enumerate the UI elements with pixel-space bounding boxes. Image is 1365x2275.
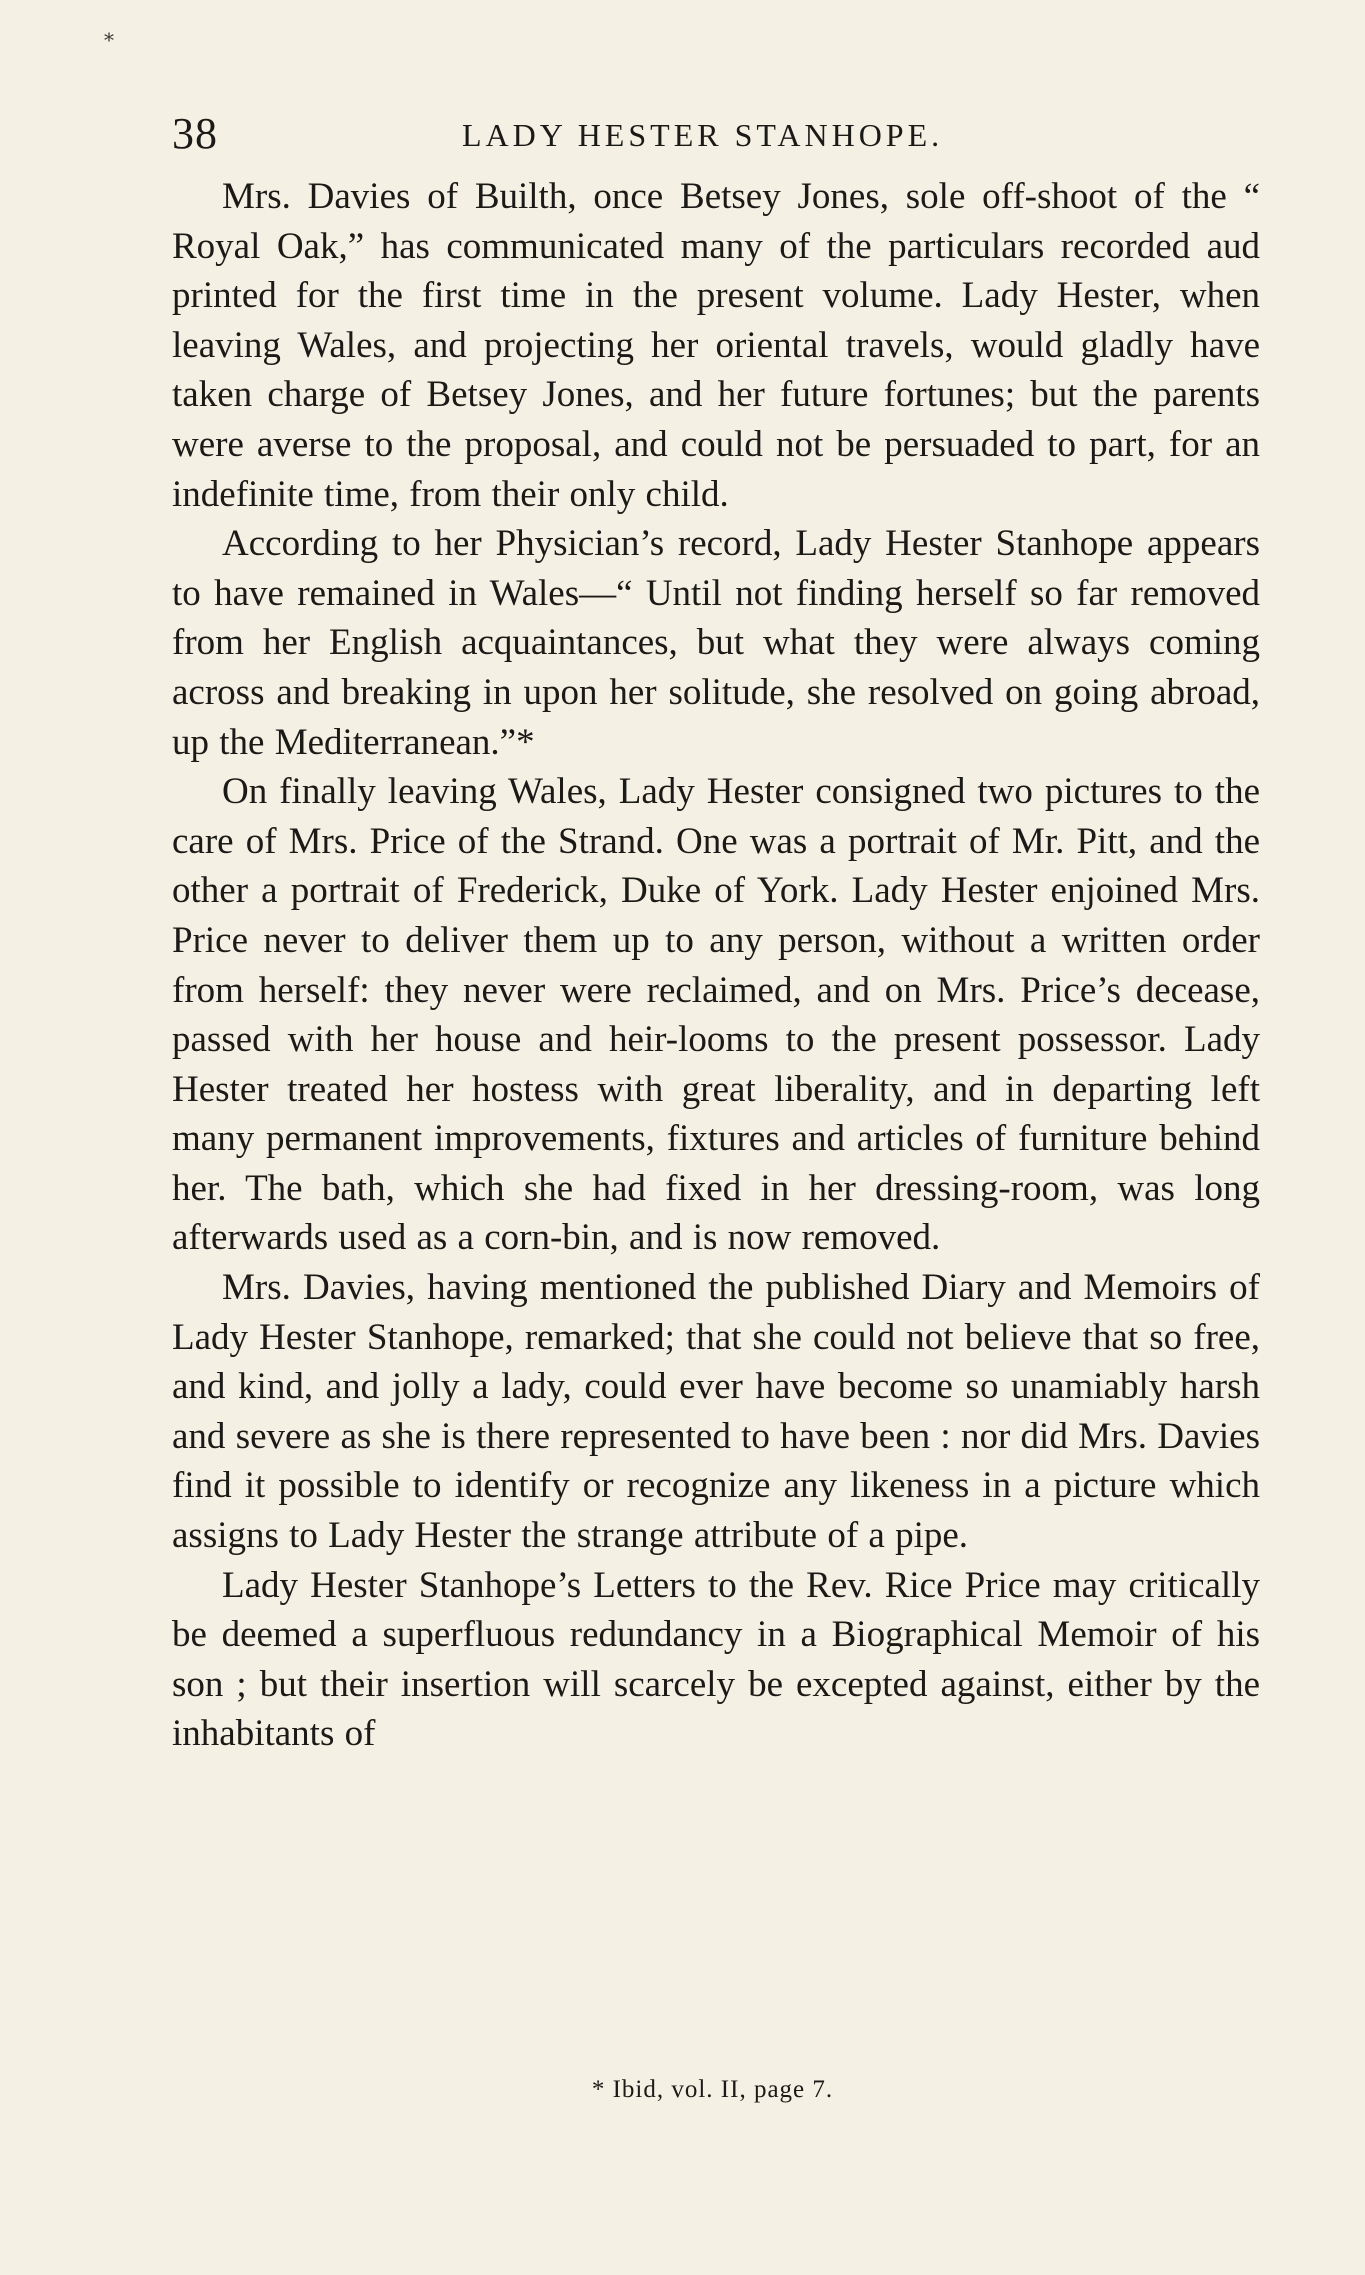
body-text <box>172 172 1260 1759</box>
paragraph: Mrs. Davies, having mentioned the published Diary and Memoirs of Lady Hester Stanhope, remarked; that she could not believe that so free, and kind, and jolly a lady, could ever have become so unamiably harsh and severe as she is there represented to have been : nor did Mrs. Davies find it possible to identify or recognize any likeness in a picture which assigns to Lady Hester the strange attribute of a pipe. <box>172 1267 1260 1557</box>
paragraph: According to her Physician’s record, Lady Hester Stanhope appears to have remained in Wales—“ Until not finding herself so far removed from her English acquaintances, but what they were always coming across and breaking in upon her solitude, she resolved on going abroad, up the Mediterranean.”* <box>172 523 1260 763</box>
corner-mark: * <box>104 28 114 52</box>
paragraph: Lady Hester Stanhope’s Letters to the Rev. Rice Price may critically be deemed a superfluous redundancy in a Biographical Memoir of his son ; but their insertion will scarcely be excepted against, either by the inhabitants of <box>172 1564 1260 1755</box>
paragraph: Mrs. Davies of Builth, once Betsey Jones, sole off-shoot of the “ Royal Oak,” has communicated many of the particulars recorded aud printed for the first time in the present volume. Lady Hester, when leaving Wales, and projecting her oriental travels, would gladly have taken charge of Betsey Jones, and her future fortunes; but the parents were averse to the proposal, and could not be persuaded to part, for an indefinite time, from their only child. <box>172 176 1260 515</box>
page-header <box>172 104 1262 164</box>
footnote: * Ibid, vol. II, page 7. <box>591 2076 834 2103</box>
page-number: 38 <box>172 109 218 158</box>
running-title: LADY HESTER STANHOPE. <box>462 117 944 153</box>
paragraph: On finally leaving Wales, Lady Hester consigned two pictures to the care of Mrs. Price of the Strand. One was a portrait of Mr. Pitt, and the other a portrait of Frederick, Duke of York. Lady Hester enjoined Mrs. Price never to deliver them up to any person, without a written order from herself: they never were reclaimed, and on Mrs. Price’s decease, passed with her house and heir-looms to the present possessor. Lady Hester treated her hostess with great liberality, and in departing left many permanent improvements, fixtures and articles of furniture behind her. The bath, which she had fixed in her dressing-room, was long afterwards used as a corn-bin, and is now removed. <box>172 771 1260 1259</box>
